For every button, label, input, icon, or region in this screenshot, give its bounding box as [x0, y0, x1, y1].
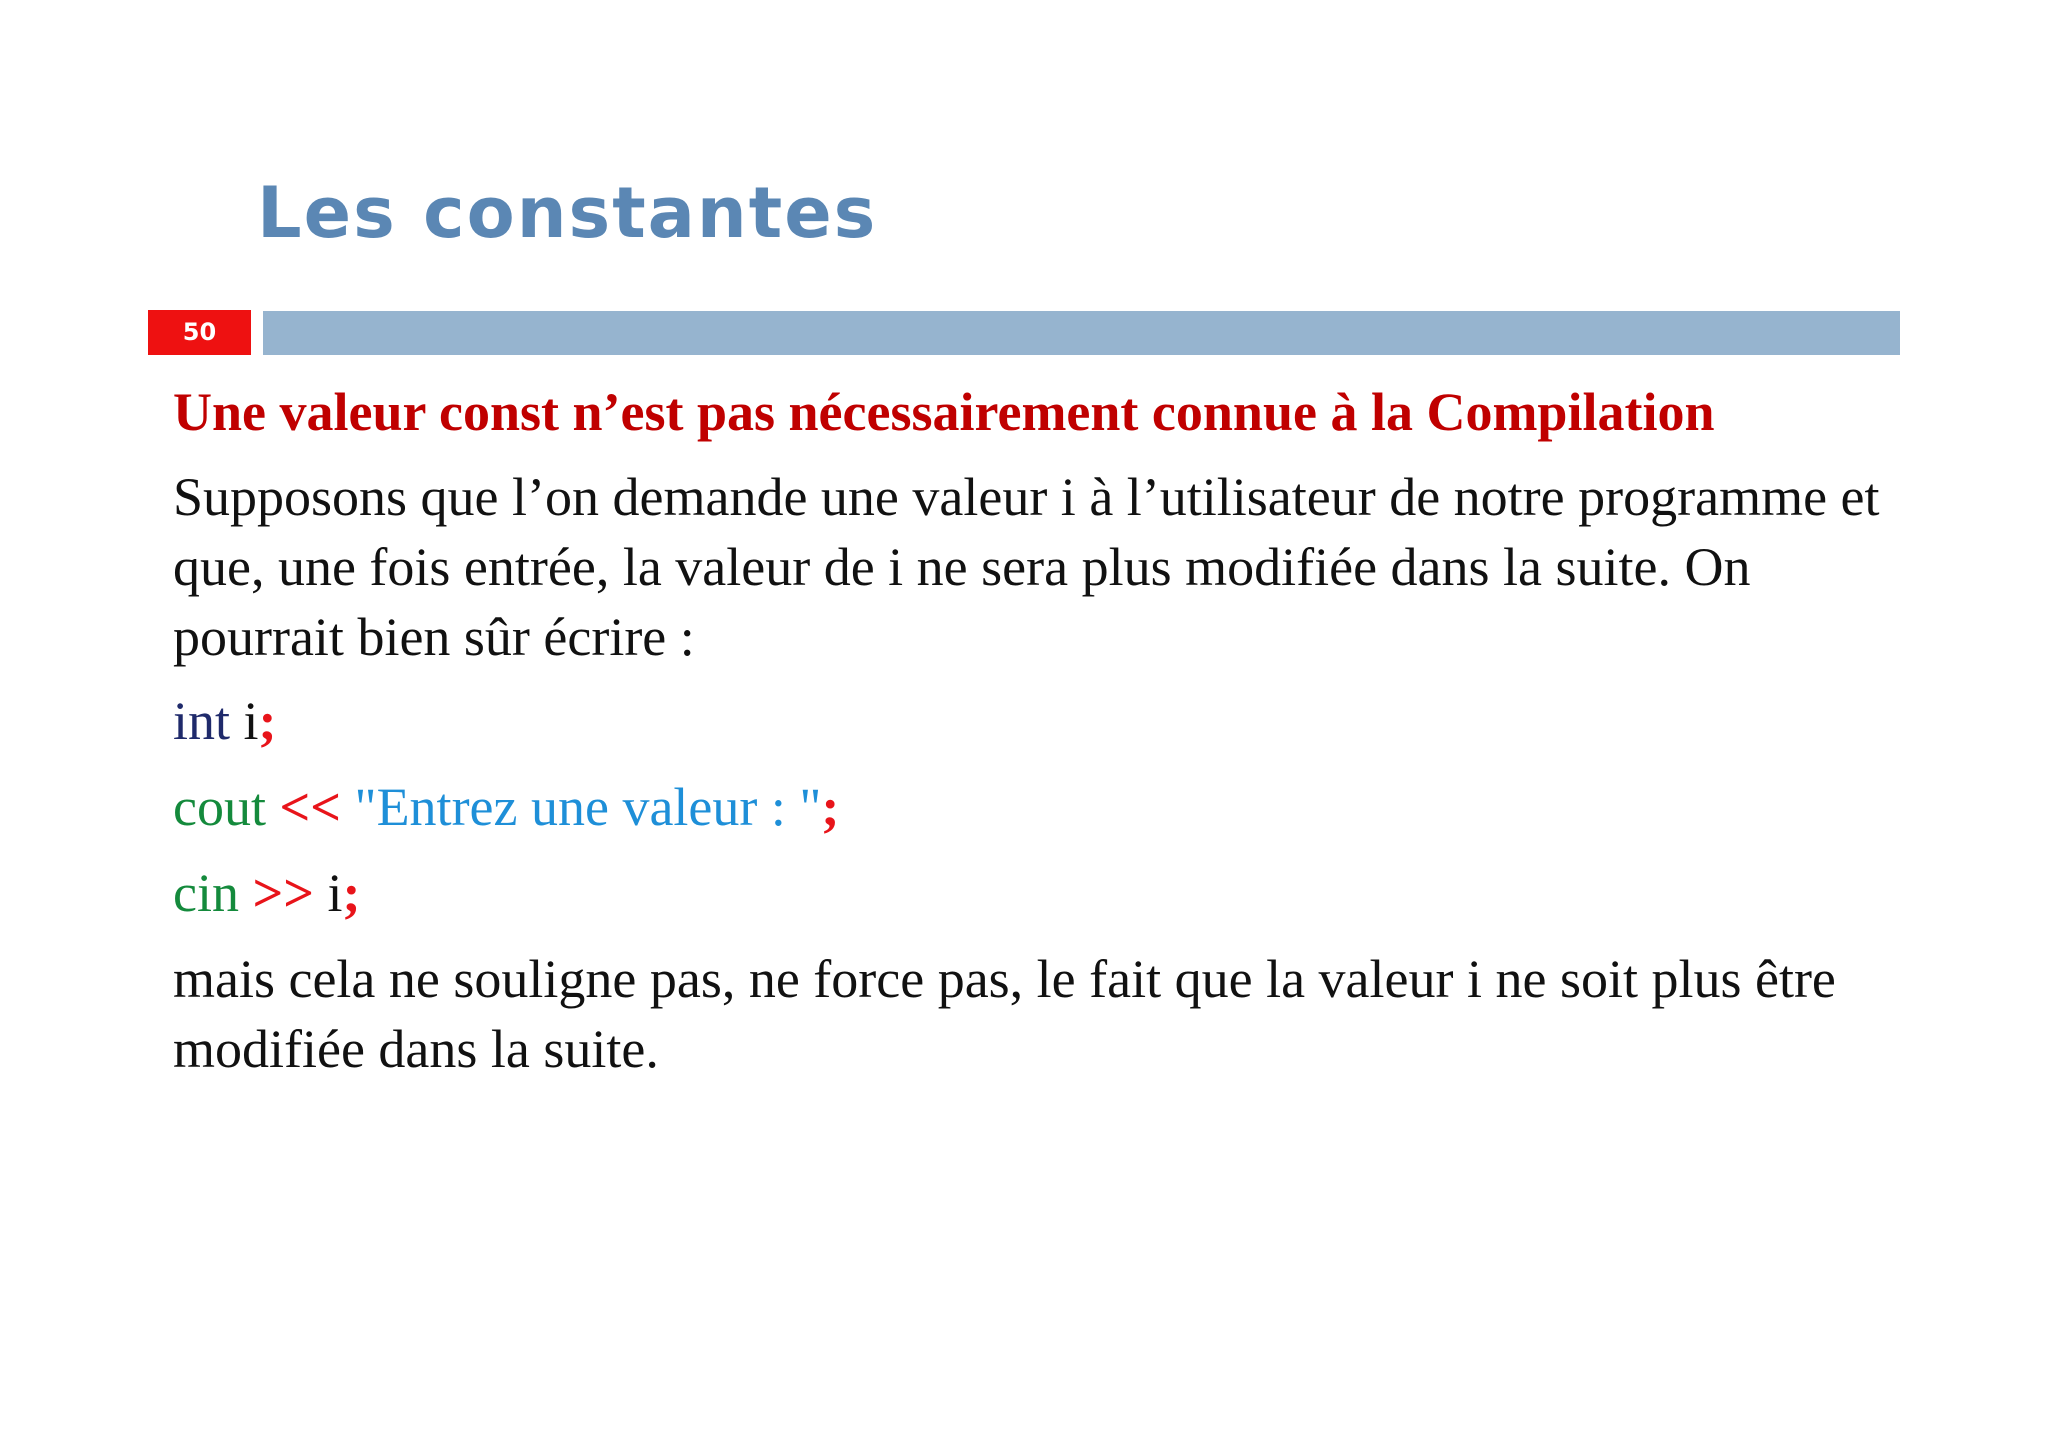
- conclusion-paragraph: mais cela ne souligne pas, ne force pas, le fait que la valeur i ne soit plus être modifiée dans la suite.: [173, 949, 1836, 1079]
- title-underline-bar: [263, 311, 1900, 355]
- code-semicolon: ;: [821, 777, 840, 837]
- code-type-keyword: int: [173, 691, 231, 751]
- code-stream-keyword: cin: [173, 863, 239, 923]
- code-identifier: i: [314, 863, 343, 923]
- code-line-output: [173, 772, 1933, 842]
- code-string-literal: "Entrez une valeur : ": [341, 777, 822, 837]
- code-stream-keyword: cout: [173, 777, 266, 837]
- code-line-input: [173, 858, 1933, 928]
- code-operator: >>: [238, 863, 315, 923]
- code-semicolon: ;: [258, 691, 277, 751]
- slide-title: Les constantes: [257, 172, 878, 254]
- slide-content: [173, 376, 1933, 1098]
- intro-paragraph: Supposons que l’on demande une valeur i à l’utilisateur de notre programme et que, une fois entrée, la valeur de i ne sera plus modifiée dans la suite. On pourrait bien sûr écrire :: [173, 467, 1880, 667]
- code-operator: <<: [265, 777, 342, 837]
- code-line-declaration: [173, 686, 1933, 756]
- code-identifier: i: [230, 691, 259, 751]
- section-subtitle: Une valeur const n’est pas nécessairement connue à la Compilation: [173, 382, 1715, 442]
- slide-number-badge: 50: [148, 310, 251, 355]
- code-semicolon: ;: [342, 863, 361, 923]
